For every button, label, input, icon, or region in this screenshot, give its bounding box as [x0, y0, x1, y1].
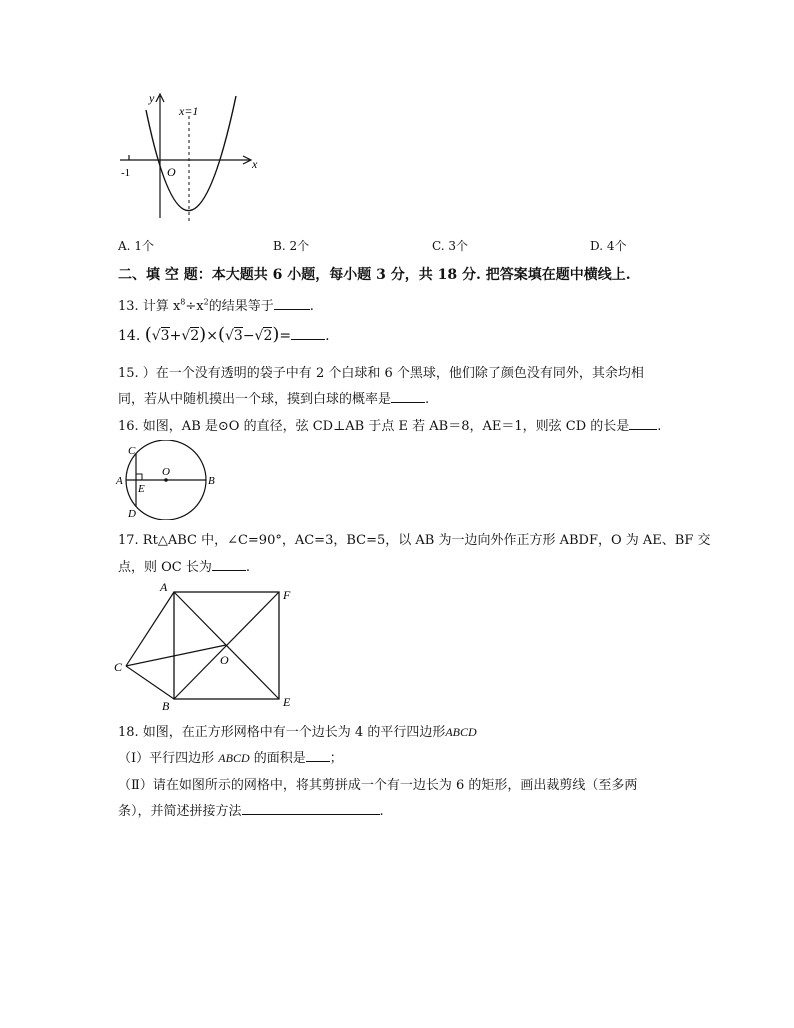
question-16: 16. 如图，AB 是⊙O 的直径，弦 CD⊥AB 于点 E 若 AB＝8，AE＝1，则弦 CD 的长是 . — [118, 419, 662, 434]
fig1-symmetry-label: x=1 — [179, 104, 199, 118]
question-18-line1: 18. 如图，在正方形网格中有一个边长为 4 的平行四边形ABCD — [118, 725, 477, 740]
fig2-label-o: O — [162, 466, 170, 478]
option-c: C. 3个 — [432, 239, 469, 253]
fig1-tick-label: -1 — [121, 167, 131, 179]
answer-blank-18-1[interactable] — [306, 749, 330, 762]
fig3-label-b: B — [162, 699, 170, 710]
right-angle-mark — [136, 474, 142, 480]
fig2-label-c: C — [128, 445, 136, 457]
option-d: D. 4个 — [590, 239, 627, 253]
answer-blank-18-2[interactable] — [242, 802, 380, 815]
fig3-label-c: C — [114, 660, 123, 674]
fig3-label-a: A — [160, 580, 168, 594]
fig2-label-d: D — [128, 508, 136, 520]
fig1-y-label: y — [149, 91, 155, 105]
square-figure — [112, 580, 302, 710]
segment-co — [126, 645, 226, 666]
question-18-line4: 条），并简述拼接方法 . — [118, 804, 384, 819]
answer-blank-13[interactable] — [274, 297, 310, 310]
section-heading: 二、填 空 题：本大题共 6 小题，每小题 3 分，共 18 分. 把答案填在题中横线上. — [118, 267, 631, 283]
question-17-line1: 17. Rt△ABC 中，∠C=90°，AC=3，BC=5，以 AB 为一边向外作正方形 ABDF，O 为 AE、BF 交 — [118, 533, 711, 548]
fig2-label-a: A — [116, 475, 123, 487]
question-18-line2: （Ⅰ）平行四边形 ABCD 的面积是 ； — [118, 751, 343, 766]
question-15-line2: 同，若从中随机摸出一个球，摸到白球的概率是 . — [118, 392, 430, 407]
fig1-origin-label: O — [167, 165, 176, 179]
option-a: A. 1个 — [118, 239, 154, 253]
option-b: B. 2个 — [273, 239, 310, 253]
question-17-line2: 点，则 OC 长为 . — [118, 560, 251, 575]
fig3-label-e: E — [283, 695, 291, 709]
segment-cb — [126, 666, 174, 699]
question-18-line3: （Ⅱ）请在如图所示的网格中，将其剪拼成一个有一边长为 6 的矩形，画出裁剪线（至多两 — [118, 778, 638, 793]
segment-ca — [126, 592, 174, 666]
circle-figure — [112, 440, 222, 520]
parabola-figure — [110, 88, 270, 233]
answer-blank-16[interactable] — [629, 417, 657, 430]
fig2-label-e: E — [138, 483, 145, 495]
fig2-label-b: B — [208, 475, 215, 487]
answer-blank-15[interactable] — [391, 390, 425, 403]
question-15-line1: 15. ）在一个没有透明的袋子中有 2 个白球和 6 个黑球，他们除了颜色没有同外，其余均相 — [118, 366, 644, 381]
center-point — [164, 478, 168, 482]
question-13: 13. 计算 $x^8\div x^2$的结果等于 . — [118, 297, 314, 314]
answer-blank-17[interactable] — [212, 558, 246, 571]
fig3-label-f: F — [283, 588, 291, 602]
fig1-x-label: x — [252, 157, 258, 171]
fig3-label-o: O — [220, 653, 229, 667]
answer-blank-14[interactable] — [291, 327, 325, 340]
question-14: 14. (√3+√2)×(√3−√2)= . — [118, 324, 330, 345]
